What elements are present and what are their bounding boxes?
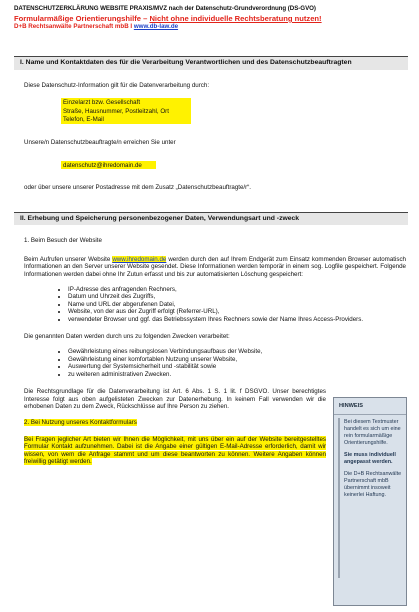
list-item: • IP-Adresse des anfragenden Rechners, xyxy=(68,286,406,293)
address-line: Telefon, E-Mail xyxy=(61,115,191,124)
document-subtitle xyxy=(14,14,408,23)
purpose-intro: Die genannten Daten werden durch uns zu folgenden Zwecken verarbeitet: xyxy=(24,333,230,341)
contact-form-paragraph xyxy=(24,436,326,466)
paragraph-text: werden durch den auf Ihrem Endgerät zum Einsatz kommenden Browser automatisch Informationen an den Server unserer Website gesendet. Diese Informationen werden temporär in einem sog. Logfile gespeichert. Folgende Informationen werden dabei ohne Ihr Zutun erfasst und bis zur automatisierten Löschung gespeichert: xyxy=(24,255,406,278)
address-line: Straße, Hausnummer, Postleitzahl, Ort xyxy=(61,107,191,116)
subsection-contact-form-label: 2. Bei Nutzung unseres Kontaktformulars xyxy=(24,419,137,427)
subtitle-prefix: Formularmäßige Orientierungshilfe – xyxy=(14,14,150,23)
disclaimer-text: Bei diesem Textmuster handelt es sich um eine rein formularmäßige Orientierungshilfe. xyxy=(344,419,401,446)
section-1-heading: I. Name und Kontaktdaten des für die Verarbeitung Verantwortlichen und des Datenschutzbeauftragten xyxy=(14,56,408,70)
disclaimer-note xyxy=(333,397,407,606)
controller-intro: Diese Datenschutz-Information gilt für die Datenverarbeitung durch: xyxy=(24,81,210,89)
contact-form-text: Bei Fragen jeglicher Art bieten wir Ihnen die Möglichkeit, mit uns über ein auf der Website bereitgestelltes Formular Kontakt aufzunehmen. Dabei ist die Angabe einer gültigen E-Mail-Adresse erforderlich, damit wir wissen, von wem die Anfrage stammt und um diese beantworten zu können. Weitere Angaben können freiwillig getätigt werden. xyxy=(24,435,326,465)
disclaimer-title: HINWEIS xyxy=(334,398,406,415)
list-item: • zu weiteren administrativen Zwecken. xyxy=(68,371,326,378)
document-title: DATENSCHUTZERKLÄRUNG WEBSITE PRAXIS/MVZ nach der Datenschutz-Grundverordnung (DS-GVO) xyxy=(14,5,316,12)
website-domain-link[interactable]: www.ihredomain.de xyxy=(112,255,167,263)
website-visit-paragraph xyxy=(24,256,406,278)
logged-data-list xyxy=(24,286,406,323)
paragraph-text: Beim Aufrufen unserer Website xyxy=(24,255,113,263)
list-item: • Gewährleistung einer komfortablen Nutzung unserer Website, xyxy=(68,356,326,363)
section-2-heading: II. Erhebung und Speicherung personenbezogener Daten, Verwendungsart und -zweck xyxy=(14,212,408,226)
controller-address xyxy=(61,98,191,124)
postal-contact: oder über unsere unserer Postadresse mit dem Zusatz „Datenschutzbeauftragte/r“. xyxy=(24,183,251,191)
list-item: • Datum und Uhrzeit des Zugriffs, xyxy=(68,293,406,300)
list-item: • verwendeter Browser und ggf. das Betriebssystem Ihres Rechners sowie der Name Ihres Access-Providers. xyxy=(68,316,406,323)
subsection-website-visit: 1. Beim Besuch der Website xyxy=(24,237,102,245)
disclaimer-liability: Die D+B Rechtsanwälte Partnerschaft mbB übernimmt insoweit keinerlei Haftung. xyxy=(344,471,402,498)
purpose-list xyxy=(24,348,326,378)
list-item: • Name und URL der abgerufenen Datei, xyxy=(68,301,406,308)
note-accent-bar xyxy=(338,418,340,578)
firm-line xyxy=(14,23,408,30)
firm-name: D+B Rechtsanwälte Partnerschaft mbB I xyxy=(14,23,134,30)
disclaimer-emphasis: Sie muss individuell angepasst werden. xyxy=(344,452,396,465)
subsection-contact-form xyxy=(24,419,326,426)
list-item: • Website, von der aus der Zugriff erfolgt (Referrer-URL), xyxy=(68,308,406,315)
dpo-email-block xyxy=(61,161,156,170)
list-item: • Auswertung der Systemsicherheit und -stabilität sowie xyxy=(68,363,326,370)
firm-website-link[interactable]: www.db-law.de xyxy=(133,23,179,30)
dpo-email: datenschutz@ihredomain.de xyxy=(61,161,156,170)
list-item: • Gewährleistung eines reibungslosen Verbindungsaufbaus der Website, xyxy=(68,348,326,355)
subtitle-warning: Nicht ohne individuelle Rechtsberatung nutzen! xyxy=(149,14,322,23)
dpo-intro: Unsere/n Datenschutzbeauftragte/n erreichen Sie unter xyxy=(24,139,176,147)
address-line: Einzelarzt bzw. Gesellschaft xyxy=(61,98,191,107)
legal-basis-paragraph: Die Rechtsgrundlage für die Datenverarbeitung ist Art. 6 Abs. 1 S. 1 lit. f DSGVO. Unser berechtigtes Interesse folgt aus oben aufgelisteten Zwecken zur Datenerhebung. In keinem Fall verwenden wir die erhobenen Daten zu dem Zweck, Rückschlüsse auf Ihre Person zu ziehen. xyxy=(24,388,326,410)
